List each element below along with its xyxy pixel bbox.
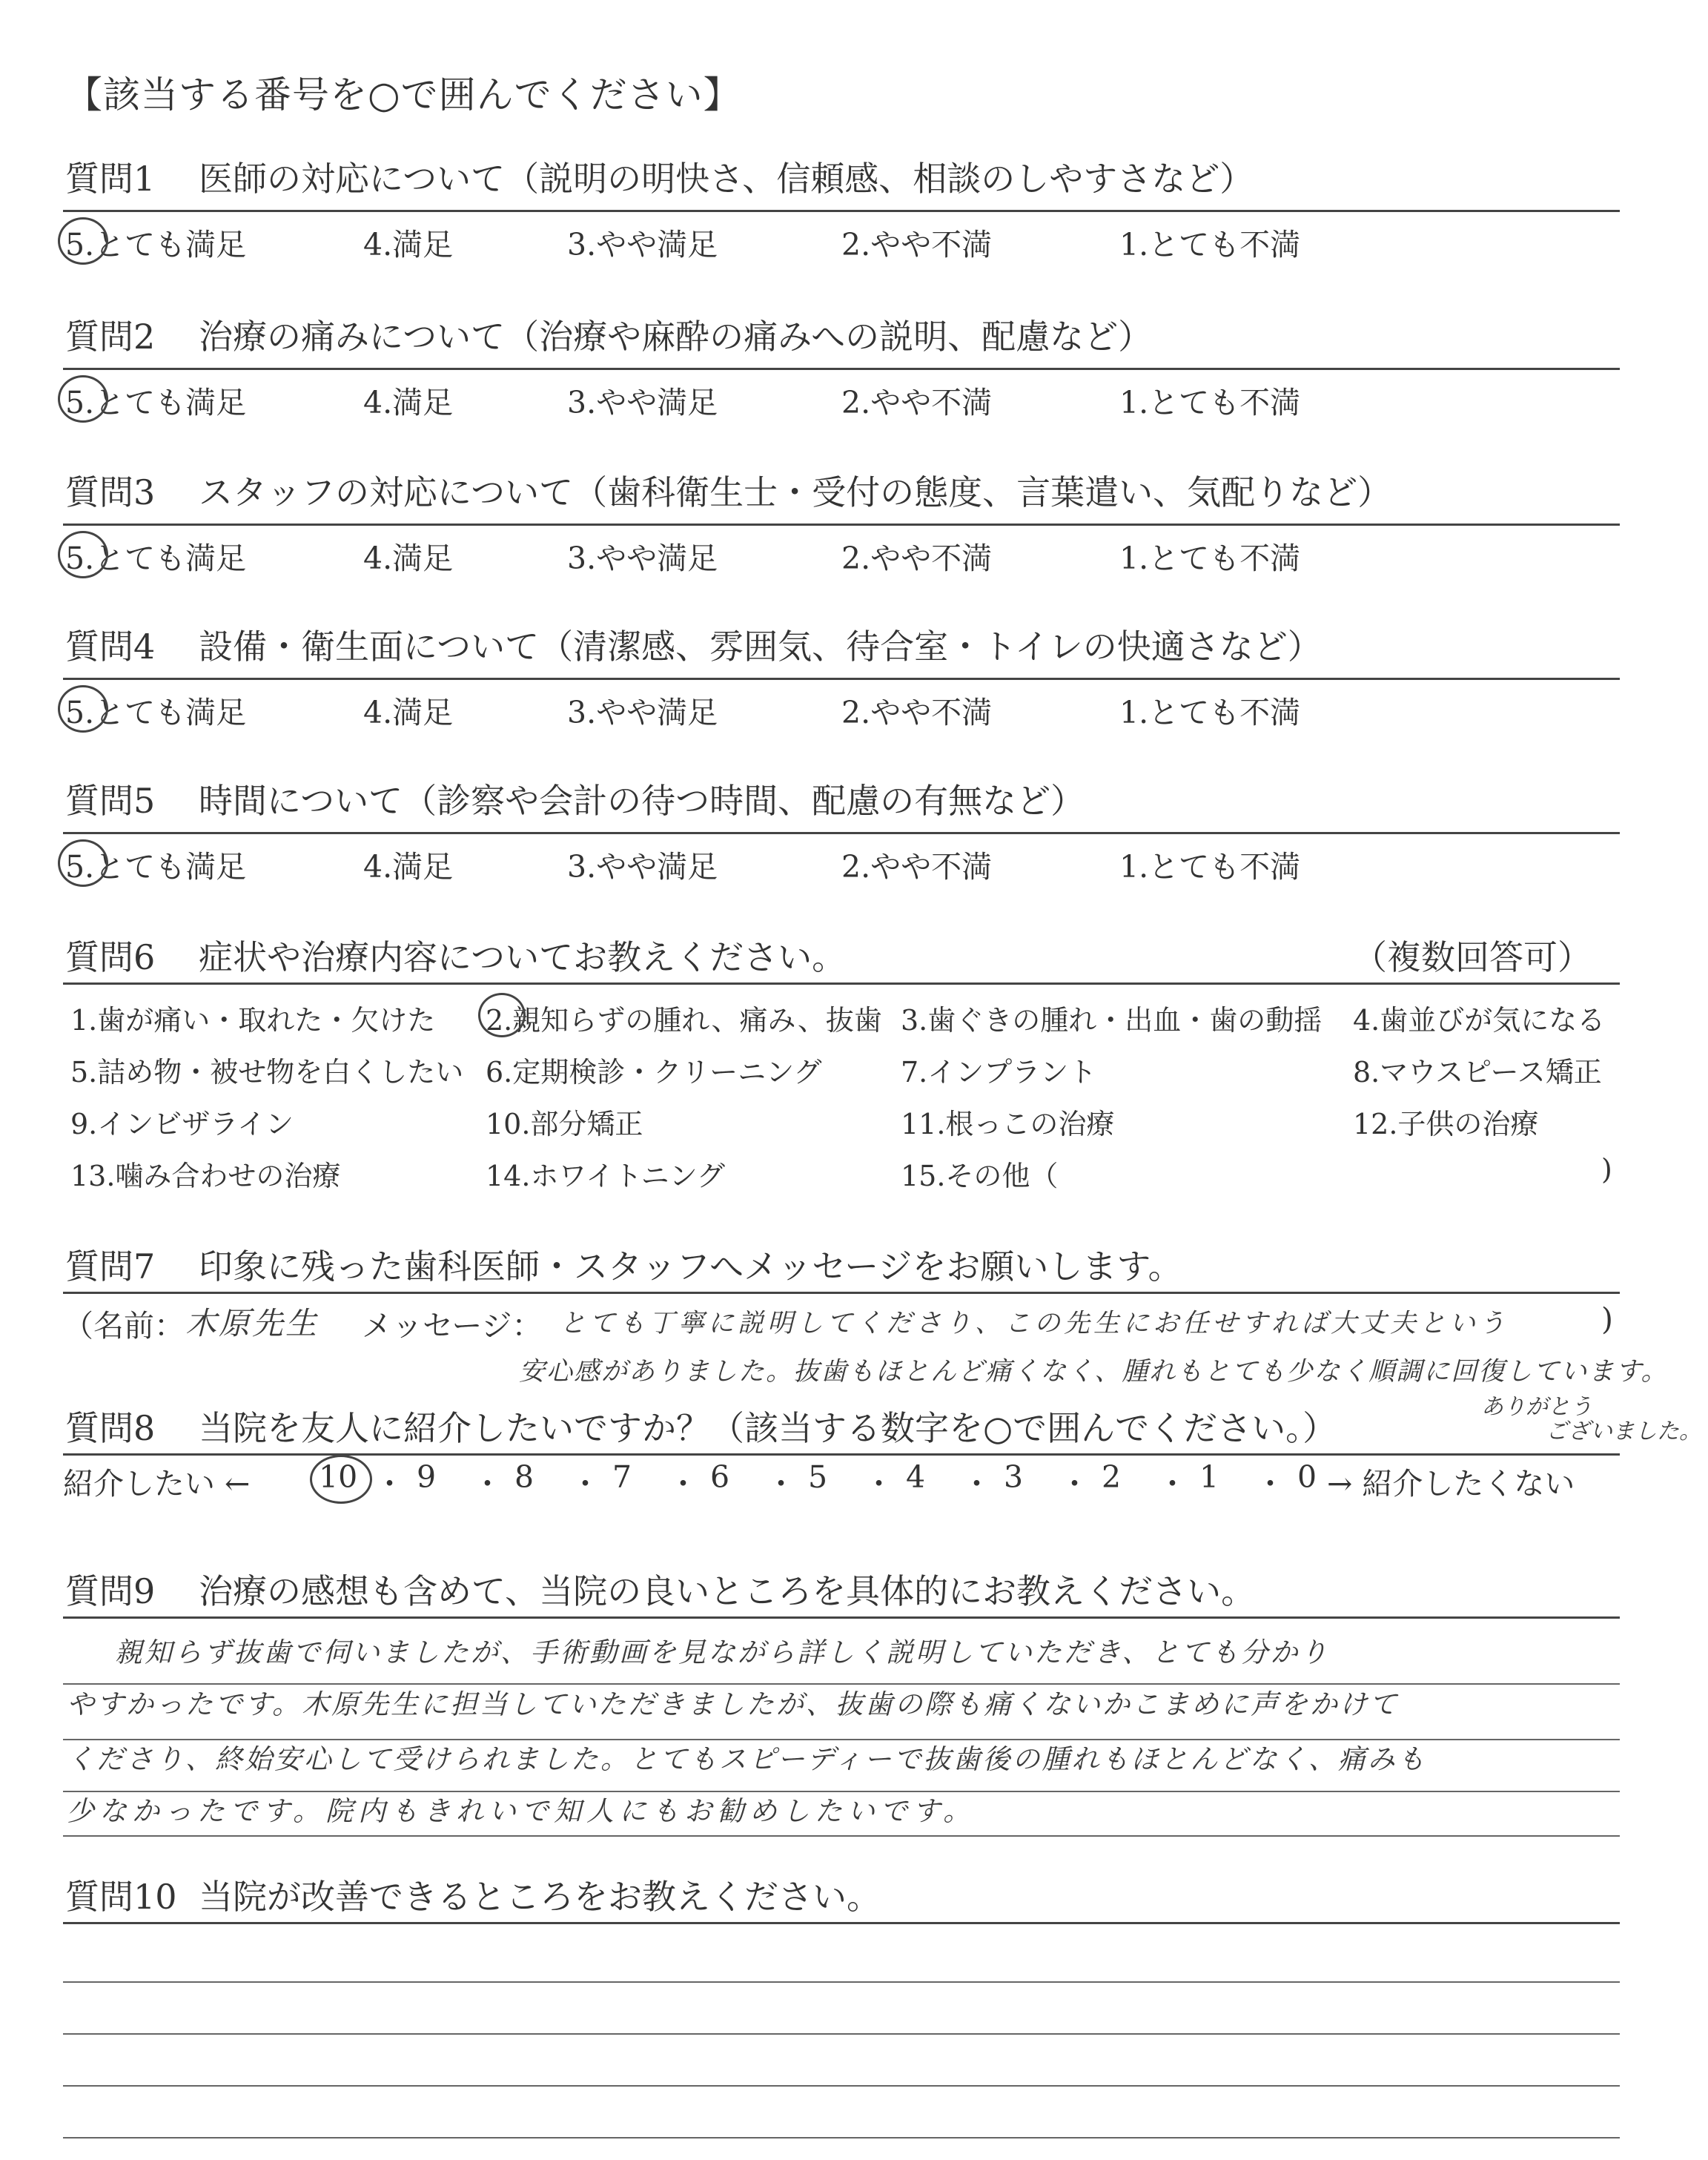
q6-item[interactable]: 3.歯ぐきの腫れ・出血・歯の動揺: [901, 1004, 1323, 1037]
q8-scale-number[interactable]: 6: [710, 1459, 730, 1495]
q6-label: 質問6: [65, 937, 156, 977]
q5-option[interactable]: 1.とても不満: [1119, 849, 1301, 885]
q2-option[interactable]: 3.やや満足: [567, 385, 718, 420]
q3-text: スタッフの対応について（歯科衛生士・受付の態度、言葉遣い、気配りなど）: [199, 472, 1392, 512]
q5-text: 時間について（診察や会計の待つ時間、配慮の有無など）: [199, 781, 1085, 821]
q4-option[interactable]: 2.やや不満: [841, 695, 993, 730]
q10-rule: [63, 2085, 1620, 2087]
q1-option[interactable]: 2.やや不満: [841, 227, 993, 262]
q6-note: （複数回答可）: [1353, 937, 1592, 977]
q4-option[interactable]: 5.とても満足: [65, 695, 247, 730]
q4-selection-circle: [58, 685, 108, 733]
q7-label: 質問7: [65, 1246, 156, 1287]
q10-label: 質問10: [65, 1877, 177, 1917]
q1-option[interactable]: 4.満足: [363, 227, 454, 262]
q10-rule: [63, 2137, 1620, 2138]
q2-selection-circle: [58, 375, 108, 423]
q8-rule: [63, 1453, 1620, 1456]
q1-option[interactable]: 1.とても不満: [1119, 227, 1301, 262]
q7-text: 印象に残った歯科医師・スタッフへメッセージをお願いします。: [199, 1246, 1182, 1287]
q1-label: 質問1: [65, 159, 156, 199]
q9-answer-line: やすかったです。木原先生に担当していただきましたが、抜歯の際も痛くないかこまめに声をかけて: [67, 1688, 1400, 1720]
q10-rule: [63, 2033, 1620, 2035]
q4-text: 設備・衛生面について（清潔感、雰囲気、待合室・トイレの快適さなど）: [199, 627, 1322, 667]
q8-scale-dot: ・: [766, 1466, 796, 1502]
q6-item[interactable]: 12.子供の治療: [1353, 1108, 1539, 1140]
q8-scale-dot: ・: [961, 1466, 992, 1502]
q9-rule: [63, 1835, 1620, 1837]
q4-label: 質問4: [65, 627, 156, 667]
q3-selection-circle: [58, 531, 108, 578]
q6-item[interactable]: 8.マウスピース矯正: [1353, 1056, 1602, 1089]
q2-option[interactable]: 1.とても不満: [1119, 385, 1301, 420]
q3-option[interactable]: 2.やや不満: [841, 541, 993, 576]
q1-rule: [63, 210, 1620, 212]
q5-rule: [63, 832, 1620, 834]
q5-option[interactable]: 4.満足: [363, 849, 454, 885]
q8-scale-dot: ・: [864, 1466, 894, 1502]
form-header: 【該当する番号を○で囲んでください】: [65, 73, 741, 116]
q9-answer-line: 親知らず抜歯で伺いましたが、手術動画を見ながら詳しく説明していただき、とても分かり: [115, 1636, 1330, 1668]
q8-label: 質問8: [65, 1408, 156, 1448]
q4-option[interactable]: 4.満足: [363, 695, 454, 730]
q7-close-paren: ): [1601, 1301, 1613, 1337]
q8-scale-dot: ・: [1157, 1466, 1188, 1502]
q2-option[interactable]: 2.やや不満: [841, 385, 993, 420]
q5-label: 質問5: [65, 781, 156, 821]
q6-item[interactable]: 5.詰め物・被せ物を白くしたい: [70, 1056, 464, 1089]
q9-text: 治療の感想も含めて、当院の良いところを具体的にお教えください。: [199, 1571, 1256, 1611]
q8-scale-number[interactable]: 7: [612, 1459, 632, 1495]
q8-selection-circle: [310, 1455, 372, 1504]
q2-option[interactable]: 5.とても満足: [65, 385, 247, 420]
q8-scale-dot: ・: [374, 1466, 405, 1502]
q7-message-line3a: ありがとう: [1481, 1394, 1592, 1420]
q8-scale-number[interactable]: 1: [1199, 1459, 1219, 1495]
q1-selection-circle: [58, 217, 108, 265]
q1-option[interactable]: 5.とても満足: [65, 227, 247, 262]
q6-item[interactable]: 1.歯が痛い・取れた・欠けた: [70, 1004, 436, 1037]
q8-scale-dot: ・: [1059, 1466, 1090, 1502]
q9-rule: [63, 1616, 1620, 1619]
q8-scale-number[interactable]: 9: [417, 1459, 437, 1495]
q10-text: 当院が改善できるところをお教えください。: [199, 1877, 881, 1917]
q3-option[interactable]: 5.とても満足: [65, 541, 247, 576]
q7-name-label: （名前：: [63, 1308, 185, 1344]
q5-option[interactable]: 5.とても満足: [65, 849, 247, 885]
q7-rule: [63, 1292, 1620, 1294]
q8-scale-dot: ・: [668, 1466, 698, 1502]
q8-scale-number[interactable]: 5: [808, 1459, 828, 1495]
q6-item[interactable]: 2.親知らずの腫れ、痛み、抜歯: [486, 1004, 882, 1037]
q5-option[interactable]: 3.やや満足: [567, 849, 718, 885]
q2-option[interactable]: 4.満足: [363, 385, 454, 420]
q10-rule: [63, 1922, 1620, 1924]
q7-message-line2: 安心感がありました。抜歯もほとんど痛くなく、腫れもとても少なく順調に回復しています。: [519, 1357, 1669, 1387]
q6-text: 症状や治療内容についてお教えください。: [199, 937, 847, 977]
q6-item[interactable]: ): [1601, 1153, 1612, 1186]
q3-option[interactable]: 4.満足: [363, 541, 454, 576]
q6-item[interactable]: 11.根っこの治療: [901, 1108, 1115, 1140]
q6-item[interactable]: 6.定期検診・クリーニング: [486, 1056, 822, 1089]
q8-scale-number[interactable]: 3: [1004, 1459, 1024, 1495]
q4-option[interactable]: 1.とても不満: [1119, 695, 1301, 730]
q9-answer-line: くださり、終始安心して受けられました。とてもスピーディーで抜歯後の腫れもほとんどなく、痛みも: [67, 1743, 1427, 1775]
q7-name-value: 木原先生: [185, 1305, 320, 1341]
q1-text: 医師の対応について（説明の明快さ、信頼感、相談のしやすさなど）: [199, 159, 1254, 199]
q2-rule: [63, 368, 1620, 370]
q8-scale-number[interactable]: 10: [319, 1459, 358, 1495]
q5-selection-circle: [58, 839, 108, 887]
q4-rule: [63, 678, 1620, 680]
q8-left-label: 紹介したい ←: [63, 1466, 251, 1502]
q2-label: 質問2: [65, 317, 156, 357]
q8-scale-number[interactable]: 0: [1297, 1459, 1317, 1495]
q7-message-line1: とても丁寧に説明してくださり、この先生にお任せすれば大丈夫という: [560, 1309, 1509, 1338]
q8-scale-dot: ・: [472, 1466, 503, 1502]
q6-item[interactable]: 15.その他（: [901, 1160, 1059, 1192]
q6-item[interactable]: 14.ホワイトニング: [486, 1160, 726, 1192]
q6-item[interactable]: 9.インビザライン: [70, 1108, 294, 1140]
q6-item[interactable]: 10.部分矯正: [486, 1108, 643, 1140]
q8-scale-number[interactable]: 8: [514, 1459, 534, 1495]
q8-right-label: → 紹介したくない: [1327, 1466, 1575, 1502]
q7-message-line3b: ございました。: [1546, 1418, 1701, 1444]
q6-rule: [63, 982, 1620, 985]
q3-option[interactable]: 1.とても不満: [1119, 541, 1301, 576]
q6-item[interactable]: 4.歯並びが気になる: [1353, 1004, 1606, 1037]
q6-selection-circle: [478, 993, 526, 1037]
q9-answer-line: 少なかったです。院内もきれいで知人にもお勧めしたいです。: [67, 1795, 976, 1827]
q9-label: 質問9: [65, 1571, 156, 1611]
q6-item[interactable]: 13.噛み合わせの治療: [70, 1160, 341, 1192]
q8-scale-number[interactable]: 2: [1102, 1459, 1122, 1495]
q3-rule: [63, 524, 1620, 526]
q3-option[interactable]: 3.やや満足: [567, 541, 718, 576]
q4-option[interactable]: 3.やや満足: [567, 695, 718, 730]
q1-option[interactable]: 3.やや満足: [567, 227, 718, 262]
q10-rule: [63, 1981, 1620, 1983]
q8-scale-number[interactable]: 4: [906, 1459, 926, 1495]
q2-text: 治療の痛みについて（治療や麻酔の痛みへの説明、配慮など）: [199, 317, 1153, 357]
q8-scale-dot: ・: [570, 1466, 600, 1502]
q3-label: 質問3: [65, 472, 156, 512]
q5-option[interactable]: 2.やや不満: [841, 849, 993, 885]
q8-text: 当院を友人に紹介したいですか？（該当する数字を○で囲んでください。）: [199, 1408, 1337, 1448]
q6-item[interactable]: 7.インプラント: [901, 1056, 1097, 1089]
q7-message-label: メッセージ：: [362, 1308, 543, 1344]
q8-scale-dot: ・: [1255, 1466, 1285, 1502]
